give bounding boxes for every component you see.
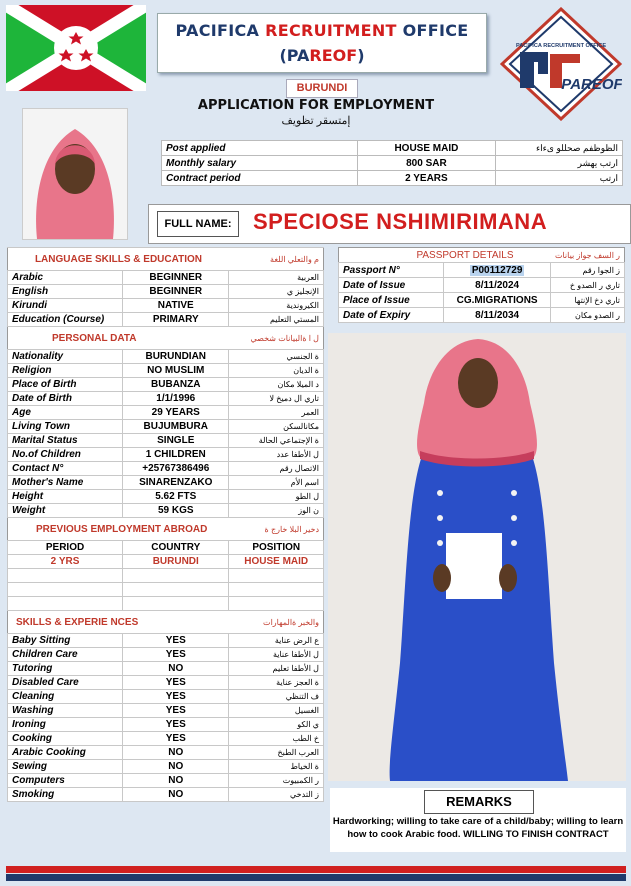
passport-number: P00112729 [471,264,523,276]
previous-employment-title: PREVIOUS EMPLOYMENT ABROAD [36,523,208,535]
row-label: Date of Expiry [339,308,444,323]
row-arabic: ة الديان [229,364,324,378]
section-header [8,611,324,634]
previous-employment-title-arabic: دخير البلا خارج ة [264,524,319,534]
passport-table [338,247,625,323]
row-arabic: تاري دخ الإنتها [551,293,625,308]
row-arabic: العرب الطبخ [229,746,324,760]
row-value: SINARENZAKO [123,476,229,490]
row-arabic: ة الجنسي [229,350,324,364]
row-label: Smoking [8,788,123,802]
section-arabic-cell [229,327,324,350]
skill-row [8,704,324,718]
skill-row [8,662,324,676]
row-label: Date of Birth [8,392,123,406]
employment-row [8,555,324,569]
skill-row [8,718,324,732]
personal-row [8,462,324,476]
row-arabic: ل الأطفا تعليم [229,662,324,676]
row-value: YES [123,676,229,690]
employment-header-row [8,541,324,555]
row-value: NO [123,774,229,788]
row-arabic: العمر [229,406,324,420]
passport-title-arabic: ر السف جواز بيانات [554,250,620,260]
row-label: Children Care [8,648,123,662]
row-arabic: ة العجز عناية [229,676,324,690]
burundi-flag [6,5,146,91]
row-label: Arabic [8,271,123,285]
row-label: Place of Issue [339,293,444,308]
applicant-full-photo [328,333,626,781]
post-value: HOUSE MAID [358,141,495,156]
section-title-cell [8,518,229,541]
office-title-box [157,13,487,73]
personal-row [8,420,324,434]
row-label: Cooking [8,732,123,746]
section-header [8,248,324,271]
office-name-part1: PACIFICA [175,21,266,40]
remarks-title: REMARKS [424,790,534,814]
employment-country: BURUNDI [123,555,229,569]
section-arabic-cell [229,611,324,634]
row-value: YES [123,704,229,718]
row-value: NATIVE [123,299,229,313]
employment-position: HOUSE MAID [229,555,324,569]
skill-row [8,676,324,690]
post-arabic: ارتب يهشر [495,156,622,171]
employment-row [8,583,324,597]
row-label: Washing [8,704,123,718]
row-arabic: ز الجوا رقم [551,263,625,278]
row-value: NO [123,760,229,774]
row-arabic: تاري ر الصدو خ [551,278,625,293]
post-label: Monthly salary [162,156,358,171]
row-label: Religion [8,364,123,378]
row-value: YES [123,718,229,732]
passport-header-row [339,248,625,263]
post-value: 2 YEARS [358,171,495,186]
post-table [161,140,623,186]
office-name-part2: RECRUITMENT [265,21,397,40]
employment-position [229,597,324,611]
row-arabic: ع الرض عناية [229,634,324,648]
passport-row [339,293,625,308]
personal-row [8,448,324,462]
post-value: 800 SAR [358,156,495,171]
row-value: NO [123,788,229,802]
row-value: +25767386496 [123,462,229,476]
row-arabic: ل الطو [229,490,324,504]
row-value: 29 YEARS [123,406,229,420]
remarks-text: Hardworking; willing to take care of a child/baby; willing to learn how to cook Arabic food. WILLING TO FINISH CONTRACT [332,816,624,840]
row-label: Mother's Name [8,476,123,490]
skill-row [8,760,324,774]
row-label: Age [8,406,123,420]
skill-row [8,774,324,788]
logo-top-text: PACIFICA RECRUITMENT OFFICE [515,43,607,49]
skill-row [8,732,324,746]
full-name-value: SPECIOSE NSHIMIRIMANA [253,209,548,234]
row-value: 1/1/1996 [123,392,229,406]
row-arabic: المستي التعليم [229,313,324,327]
row-arabic: ي الكو [229,718,324,732]
row-label: Sewing [8,760,123,774]
personal-row [8,392,324,406]
language-row [8,271,324,285]
language-row [8,285,324,299]
row-value: BUJUMBURA [123,420,229,434]
skill-row [8,788,324,802]
row-label: Baby Sitting [8,634,123,648]
row-label: Kirundi [8,299,123,313]
column-header-period: PERIOD [8,541,123,555]
employment-position [229,583,324,597]
row-label: Nationality [8,350,123,364]
employment-period [8,569,123,583]
passport-row [339,308,625,323]
passport-number-cell [443,263,551,278]
personal-row [8,504,324,518]
row-value: 8/11/2034 [443,308,551,323]
row-arabic: ر الكمبيوت [229,774,324,788]
row-label: Education (Course) [8,313,123,327]
row-value: YES [123,732,229,746]
row-label: Disabled Care [8,676,123,690]
row-arabic: تاري ال دميخ لا [229,392,324,406]
language-row [8,313,324,327]
full-name-label: FULL NAME: [157,211,239,237]
row-value: PRIMARY [123,313,229,327]
skills-section-title: SKILLS & EXPERIE NCES [16,616,139,628]
row-label: No.of Children [8,448,123,462]
row-arabic: ل الأطفا عدد [229,448,324,462]
personal-row [8,490,324,504]
section-header [8,518,324,541]
section-arabic-cell [229,518,324,541]
employment-country [123,597,229,611]
full-name-box [148,204,631,244]
acronym-close: ) [357,46,365,65]
row-label: Place of Birth [8,378,123,392]
row-label: Weight [8,504,123,518]
skills-section-title-arabic: والخبر ةالمهارات [263,617,319,627]
remarks-box [330,788,626,852]
employment-row [8,597,324,611]
row-arabic: الغسيل [229,704,324,718]
country-badge: BURUNDI [286,79,358,98]
row-label: Date of Issue [339,278,444,293]
row-arabic: ز التدخي [229,788,324,802]
personal-row [8,350,324,364]
language-row [8,299,324,313]
row-arabic: الإنجليز ي [229,285,324,299]
row-value: 5.62 FTS [123,490,229,504]
pareof-logo [500,7,622,121]
row-arabic: ف التنظي [229,690,324,704]
row-value: NO [123,662,229,676]
row-arabic: ة الإجتماعي الحالة [229,434,324,448]
applicant-details-table [7,247,324,802]
post-row [162,156,623,171]
row-arabic: د الميلا مكان [229,378,324,392]
row-label: Tutoring [8,662,123,676]
row-label: Contact N° [8,462,123,476]
post-label: Post applied [162,141,358,156]
skill-row [8,648,324,662]
acronym-red: REOF [309,46,358,65]
employment-period [8,597,123,611]
row-value: CG.MIGRATIONS [443,293,551,308]
row-value: BEGINNER [123,271,229,285]
passport-row [339,263,625,278]
row-label: Passport N° [339,263,444,278]
row-label: Arabic Cooking [8,746,123,760]
row-arabic: ة الخياط [229,760,324,774]
office-acronym [158,46,486,65]
applicant-portrait [22,108,128,240]
personal-row [8,378,324,392]
footer-stripe-red [6,866,626,873]
language-section-title-arabic: م والتعلي اللغة [270,254,319,264]
row-arabic: الكيروندية [229,299,324,313]
row-value: YES [123,648,229,662]
column-header-position: POSITION [229,541,324,555]
section-title-cell [8,248,229,271]
row-arabic: مكانالسكن [229,420,324,434]
row-arabic: خ الطب [229,732,324,746]
personal-row [8,406,324,420]
personal-row [8,364,324,378]
post-arabic: الظوظفم صحللو ىءاء [495,141,622,156]
skill-row [8,690,324,704]
row-arabic: العربية [229,271,324,285]
section-arabic-cell [229,248,324,271]
row-label: Cleaning [8,690,123,704]
row-value: NO MUSLIM [123,364,229,378]
row-arabic: اسم الأم [229,476,324,490]
personal-section-title: PERSONAL DATA [52,332,137,344]
row-label: Height [8,490,123,504]
personal-row [8,476,324,490]
row-arabic: ل الأطفا عناية [229,648,324,662]
row-arabic: ن الوز [229,504,324,518]
office-name [158,21,486,40]
row-label: Ironing [8,718,123,732]
application-title: APPLICATION FOR EMPLOYMENT [197,98,435,113]
employment-country [123,583,229,597]
post-label: Contract period [162,171,358,186]
post-arabic: ارتب [495,171,622,186]
employment-row [8,569,324,583]
post-row [162,171,623,186]
row-value: 8/11/2024 [443,278,551,293]
row-value: SINGLE [123,434,229,448]
acronym-open: (PA [279,46,310,65]
employment-period: 2 YRS [8,555,123,569]
section-title-cell [8,327,229,350]
skill-row [8,746,324,760]
footer-stripe-navy [6,874,626,881]
row-label: English [8,285,123,299]
post-row [162,141,623,156]
row-value: BEGINNER [123,285,229,299]
row-value: NO [123,746,229,760]
section-title-cell [8,611,229,634]
language-section-title: LANGUAGE SKILLS & EDUCATION [34,253,202,265]
passport-title: PASSPORT DETAILS [416,249,514,261]
personal-row [8,434,324,448]
section-header [8,327,324,350]
logo-brand: PAREOF [561,76,622,93]
column-header-country: COUNTRY [123,541,229,555]
office-name-part3: OFFICE [396,21,469,40]
row-value: YES [123,634,229,648]
row-value: BURUNDIAN [123,350,229,364]
personal-section-title-arabic: ل ا ةالبيانات شخصي [250,333,319,343]
employment-period [8,583,123,597]
passport-title-cell [339,248,551,263]
row-value: 59 KGS [123,504,229,518]
passport-row [339,278,625,293]
application-title-arabic: إمتسقر تظويف [281,115,351,127]
row-arabic: الاتصال رقم [229,462,324,476]
row-arabic: ر الصدو مكان [551,308,625,323]
row-value: BUBANZA [123,378,229,392]
row-label: Computers [8,774,123,788]
row-label: Marital Status [8,434,123,448]
employment-position [229,569,324,583]
row-label: Living Town [8,420,123,434]
skill-row [8,634,324,648]
employment-country [123,569,229,583]
row-value: 1 CHILDREN [123,448,229,462]
row-value: YES [123,690,229,704]
